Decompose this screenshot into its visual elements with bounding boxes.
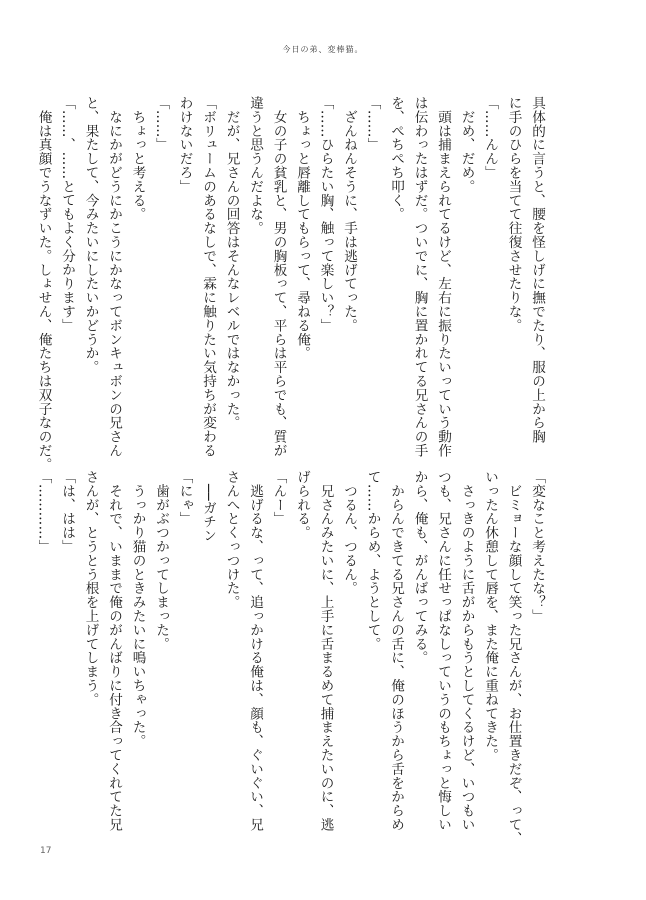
text-line: からんできてる兄さんの舌に、俺のほうから舌をからめ [388,470,404,832]
text-line: ざんねんそうに、手は逃げてった。 [341,96,357,333]
text-line: ちょっと唇離してもらって、尋ねる俺。 [294,96,310,361]
text-line: 「んー」 [270,470,287,526]
text-line: 「……」 [153,96,169,152]
text-line: 「……」 [364,96,381,152]
text-line: げられる。 [294,470,310,540]
text-line: なにかがどうにかこうにかなってボンキュボンの兄さん [106,96,122,458]
text-line: 「は、はは」 [59,470,75,554]
text-line: さんが、とうとう根を上げてしまう。 [82,470,99,707]
text-line: つるん、つるん。 [341,470,357,596]
page-number: 17 [40,846,52,856]
text-line: から、俺も、がんばってみる。 [411,470,428,665]
text-line: 頭は捕まえられてるけど、左右に振りたいっていう動作 [435,96,451,458]
text-line: 「……んん」 [482,96,498,180]
text-line: 逃げるな、って、追っかける俺は、顔も、ぐいぐい、兄 [247,470,263,832]
text-line: つも、兄さんに任せっぱなしっていうのもちょっと悔しい [435,470,451,832]
text-line: ビミョーな顔して笑った兄さんが、お仕置きだぞ、って、 [505,470,522,846]
text-line: 歯がぶつかってしまった。 [153,470,169,651]
text-line: 「にゃ」 [176,470,193,526]
text-block-bottom [35,470,548,846]
text-line: だめ、だめ。 [458,96,475,194]
text-line: 「変なこと考えたな？」 [529,470,545,623]
text-line: それで、いままで俺のがんばりに付き合ってくれてた兄 [106,470,122,832]
text-line: さんへとくっつけた。 [223,470,240,609]
text-line: 「…………」 [35,470,52,554]
text-line: だが、兄さんの回答はそんなレベルではなかった。 [223,96,240,430]
text-line: を、ぺちぺち叩く。 [388,96,404,222]
text-line: 俺は真顔でうなずいた。しょせん、俺たちは双子なのだ。 [35,96,52,472]
text-line: 女の子の貧乳と、男の胸板って、平らは平らでも、質が [270,96,287,458]
text-line: うっかり猫のときみたいに鳴いちゃった。 [129,470,146,748]
text-line: ──ガチン [200,470,216,543]
text-line: 違うと思うんだよな。 [247,96,263,235]
text-line: 具体的に言うと、腰を怪しげに撫でたり、服の上から胸 [529,96,545,444]
text-line: いったん休憩して唇を、また俺に重ねてきた。 [482,470,498,762]
text-line: 「ボリュームのあるなしで、霖に触りたい気持ちが変わる [200,96,216,458]
running-title: 今日の弟、変棒猫。 [282,45,364,54]
text-line: わけないだろ」 [176,96,193,194]
text-line: に手のひらを当てて往復させたりな。 [505,96,522,333]
text-line: て……からめ、ようとして。 [364,470,381,651]
text-line: ちょっと考える。 [129,96,146,222]
text-line: さっきのように舌がからもうとしてくるけど、いつもい [458,470,475,832]
text-line: 兄さんみたいに、上手に舌まるめて捕まえたいのに、逃 [317,470,334,832]
text-line: 「……、……とてもよく分かります」 [59,96,75,333]
text-line: は伝わったはずだ。ついでに、胸に置かれてる兄さんの手 [411,96,428,458]
text-line: と、果たして、今みたいにしたいかどうか。 [82,96,99,374]
text-block-top [35,96,548,472]
text-line: 「……ひらたい胸、触って楽しい？」 [317,96,334,333]
